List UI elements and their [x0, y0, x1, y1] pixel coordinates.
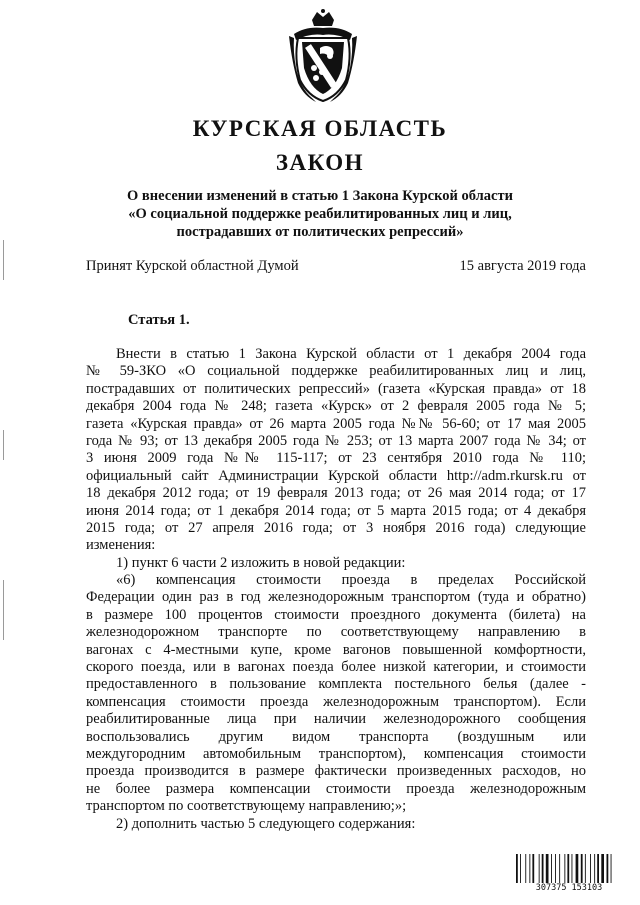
- article-line: официальный сайт Администрации Курской области http://adm.rkursk.ru от: [86, 467, 586, 484]
- article-line: компенсация стоимости проезда железнодорожным транспортом). Если: [86, 693, 586, 710]
- barcode-bar: [551, 854, 552, 884]
- adoption-date: 15 августа 2019 года: [459, 258, 586, 274]
- coat-of-arms-icon: [286, 8, 360, 104]
- article-line: Внести в статью 1 Закона Курской области от 1 декабря 2004 года: [116, 346, 586, 362]
- barcode-bar: [539, 854, 540, 884]
- article-text: [86, 346, 586, 833]
- article-line: июня 2014 года; от 1 декабря 2014 года; от 5 марта 2015 года; от 4 декабря: [86, 502, 586, 519]
- barcode-number: 307375 153103: [514, 883, 624, 893]
- article-line: железнодорожном транспорте по соответствующему направлению в: [86, 624, 586, 641]
- barcode-bar: [611, 854, 612, 884]
- barcode-bar: [590, 854, 591, 884]
- article-line: проезда производится в размере фактически произведенных расходов, но: [86, 763, 586, 780]
- article-line: года № 93; от 13 декабря 2005 года № 253; от 13 марта 2007 года № 34; от: [86, 432, 586, 449]
- article-line: Федерации один раз в год железнодорожным транспортом (туда и обратно): [86, 589, 586, 606]
- article-line: транспортом по соответствующему направлению;»;: [86, 798, 407, 815]
- barcode-bar: [567, 854, 569, 884]
- barcode-bar: [597, 854, 599, 884]
- barcode-bar: [532, 854, 534, 884]
- article-line: не более размера компенсации стоимости проезда железнодорожным: [86, 780, 586, 797]
- barcode-bar: [546, 854, 549, 884]
- barcode-bar: [594, 854, 595, 884]
- article-line: скорого поезда, или в вагонах поезда более низкой категории, и стоимости: [86, 659, 586, 676]
- article-line: воспользовались другим видом транспорта (воздушным или: [86, 728, 586, 745]
- barcode-bar: [572, 854, 573, 884]
- adoption-body: Принят Курской областной Думой: [86, 258, 299, 274]
- article-line: «6) компенсация стоимости проезда в пределах Российской: [116, 572, 586, 589]
- article-line: декабря 2004 года № 248; газета «Курск» от 2 февраля 2005 года № 5;: [86, 398, 586, 415]
- article-line: междугородним автомобильным транспортом), компенсация стоимости: [86, 745, 586, 762]
- barcode-bar: [555, 854, 556, 884]
- law-title-line: О внесении изменений в статью 1 Закона Курской области: [127, 188, 513, 204]
- article-line: пострадавших от политических репрессий» (газета «Курская правда» от 18: [86, 380, 586, 397]
- article-line: 2) дополнить частью 5 следующего содержания:: [116, 815, 416, 832]
- law-title-line: «О социальной поддержке реабилитированных лиц и лиц,: [128, 206, 512, 222]
- barcode-bar: [525, 854, 526, 884]
- barcode-bar: [520, 854, 521, 884]
- scan-edge-mark: [3, 430, 4, 460]
- article-line: в размере 100 процентов стоимости проездного документа (билета) на: [86, 606, 586, 623]
- barcode-bar: [581, 854, 583, 884]
- article-heading: Статья 1.: [128, 312, 190, 328]
- barcode-bar: [576, 854, 579, 884]
- barcode-bar: [585, 854, 586, 884]
- law-title-line: пострадавших от политических репрессий»: [176, 224, 464, 240]
- scan-edge-mark: [3, 240, 4, 280]
- article-line: № 59-ЗКО «О социальной поддержке реабилитированных лиц и лиц,: [86, 363, 586, 380]
- article-line: 2015 года; от 27 апреля 2016 года; от 3 ноября 2016 года) следующие: [86, 519, 586, 536]
- barcode-bar: [516, 854, 518, 884]
- article-line: 18 декабря 2012 года; от 19 февраля 2013 года; от 26 мая 2014 года; от 17: [86, 485, 586, 502]
- barcode-bar: [601, 854, 604, 884]
- article-line: изменения:: [86, 537, 156, 554]
- document-type: ЗАКОН: [275, 150, 365, 175]
- barcode-bar: [542, 854, 544, 884]
- article-line: реабилитированные лица при наличии железнодорожного сообщения: [86, 711, 586, 728]
- article-line: газета «Курская правда» от 26 марта 2005 года №№ 56-60; от 17 мая 2005: [86, 415, 586, 432]
- barcode-bar: [607, 854, 609, 884]
- barcode-bar: [564, 854, 565, 884]
- scan-edge-mark: [3, 580, 4, 640]
- article-line: 3 июня 2009 года №№ 115-117; от 23 сентября 2010 года № 110;: [86, 450, 586, 467]
- law-title: [60, 187, 580, 241]
- barcode-bar: [559, 854, 560, 884]
- article-line: предоставленного в пользование комплекта постельного белья (далее -: [86, 676, 586, 693]
- barcode-bar: [529, 854, 530, 884]
- article-line: вагонах с 4-местными купе, кроме вагонов повышенной комфортности,: [86, 641, 586, 658]
- region-title: КУРСКАЯ ОБЛАСТЬ: [192, 116, 448, 141]
- article-line: 1) пункт 6 части 2 изложить в новой редакции:: [116, 554, 406, 571]
